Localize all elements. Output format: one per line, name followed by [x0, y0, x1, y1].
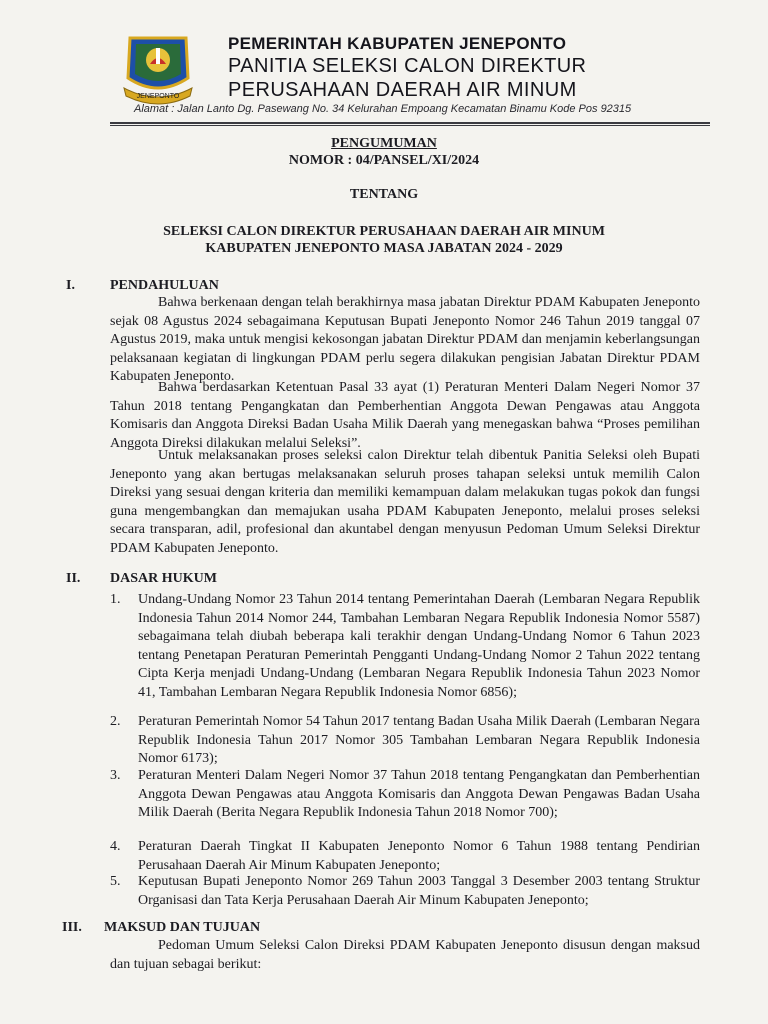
announcement-subject-line1: SELEKSI CALON DIREKTUR PERUSAHAAN DAERAH AIR MINUM	[163, 224, 605, 239]
section-2-title: DASAR HUKUM	[110, 571, 217, 586]
announcement-title: PENGUMUMAN	[331, 136, 437, 151]
letterhead-committee: PANITIA SELEKSI CALON DIREKTUR	[228, 55, 587, 77]
legal-basis-item-text: Keputusan Bupati Jeneponto Nomor 269 Tahun 2003 Tanggal 3 Desember 2003 tentang Struktur Organisasi dan Tata Kerja Perusahaan Daerah Air Minum Kabupaten Jeneponto;	[138, 874, 700, 908]
letterhead-text	[228, 34, 708, 102]
section-3-paragraph-1: Pedoman Umum Seleksi Calon Direksi PDAM Kabupaten Jeneponto disusun dengan maksud dan tujuan sebagai berikut:	[110, 938, 700, 972]
letterhead-divider-thin	[110, 125, 710, 126]
section-1-paragraph-3: Untuk melaksanakan proses seleksi calon Direktur telah dibentuk Panitia Seleksi oleh Bupati Jeneponto yang akan bertugas melaksanakan seluruh proses tahapan seleksi untuk memilih Calon Direksi yang sesuai dengan kriteria dan memiliki kemampuan dalam melakukan tugas pokok dan fungsi guna mengembangkan dan memajukan usaha PDAM Kabupaten Jeneponto, melalui proses seleksi secara transparan, adil, profesional dan akuntabel dengan menyusun Pedoman Umum Seleksi Direktur PDAM Kabupaten Jeneponto.	[110, 448, 700, 556]
legal-basis-item-number: 3.	[110, 768, 121, 783]
letterhead-government: PEMERINTAH KABUPATEN JENEPONTO	[228, 34, 567, 53]
letterhead-address: Alamat : Jalan Lanto Dg. Pasewang No. 34 Kelurahan Empoang Kecamatan Binamu Kode Pos 92315	[134, 103, 632, 115]
letterhead	[110, 30, 710, 126]
logo-banner-text: JENEPONTO	[136, 93, 180, 100]
announcement-number: NOMOR : 04/PANSEL/XI/2024	[288, 153, 480, 168]
legal-basis-item-number: 2.	[110, 714, 121, 729]
section-3-title: MAKSUD DAN TUJUAN	[104, 920, 261, 935]
letterhead-divider	[110, 122, 710, 124]
section-3-number: III.	[62, 920, 82, 935]
jeneponto-regency-logo	[116, 34, 200, 106]
legal-basis-item-number: 5.	[110, 874, 121, 889]
announcement-about: TENTANG	[349, 187, 419, 202]
legal-basis-item-text: Peraturan Daerah Tingkat II Kabupaten Jeneponto Nomor 6 Tahun 1988 tentang Pendirian Perusahaan Daerah Air Minum Kabupaten Jeneponto;	[138, 839, 700, 873]
legal-basis-item-text: Peraturan Menteri Dalam Negeri Nomor 37 Tahun 2018 tentang Pengangkatan dan Pemberhentian Anggota Dewan Pengawas atau Anggota Komisaris dan Anggota Dewan Pengawas Badan Usaha Milik Daerah (Berita Negara Republik Indonesia Tahun 2018 Nomor 700);	[138, 768, 700, 821]
announcement-subject-line2: KABUPATEN JENEPONTO MASA JABATAN 2024 - 2029	[205, 241, 563, 256]
legal-basis-item-text: Undang-Undang Nomor 23 Tahun 2014 tentang Pemerintahan Daerah (Lembaran Negara Republik Indonesia Tahun 2014 Nomor 244, Tambahan Lembaran Negara Republik Indonesia Nomor 5587) sebagaimana telah diubah beberapa kali terakhir dengan Undang-Undang Nomor 6 Tahun 2023 tentang Penetapan Peraturan Pemerintah Pengganti Undang-Undang Nomor 2 Tahun 2022 tentang Cipta Kerja menjadi Undang-Undang (Lembaran Negara Republik Indonesia Tahun 2023 Nomor 41, Tambahan Lembaran Negara Republik Indonesia Nomor 6856);	[138, 592, 700, 700]
section-1-number: I.	[66, 278, 75, 293]
letterhead-company: PERUSAHAAN DAERAH AIR MINUM	[228, 79, 577, 101]
section-1-paragraph-1: Bahwa berkenaan dengan telah berakhirnya masa jabatan Direktur PDAM Kabupaten Jeneponto sejak 08 Agustus 2024 sebagaimana Keputusan Bupati Jeneponto Nomor 246 Tahun 2019 tanggal 07 Agustus 2019, maka untuk mengisi kekosongan jabatan Direktur PDAM dan menjamin keberlangsungan pelaksanaan kegiatan di lingkungan PDAM perlu segera dilakukan pengisian Jabatan Direktur PDAM Kabupaten Jeneponto.	[110, 295, 700, 385]
legal-basis-item-number: 4.	[110, 839, 121, 854]
section-1-paragraph-2: Bahwa berdasarkan Ketentuan Pasal 33 ayat (1) Peraturan Menteri Dalam Negeri Nomor 37 Tahun 2018 tentang Pengangkatan dan Pemberhentian Anggota Dewan Pengawas atau Anggota Komisaris dan Anggota Direksi Badan Usaha Milik Daerah yang menegaskan bahwa “Proses pemilihan Anggota Direksi dilakukan melalui Seleksi”.	[110, 380, 700, 451]
legal-basis-item-number: 1.	[110, 592, 121, 607]
section-2-number: II.	[66, 571, 81, 586]
legal-basis-item-text: Peraturan Pemerintah Nomor 54 Tahun 2017 tentang Badan Usaha Milik Daerah (Lembaran Negara Republik Indonesia Tahun 2017 Nomor 305 Tambahan Lembaran Negara Republik Indonesia Nomor 6173);	[138, 714, 700, 767]
section-1-title: PENDAHULUAN	[110, 278, 219, 293]
